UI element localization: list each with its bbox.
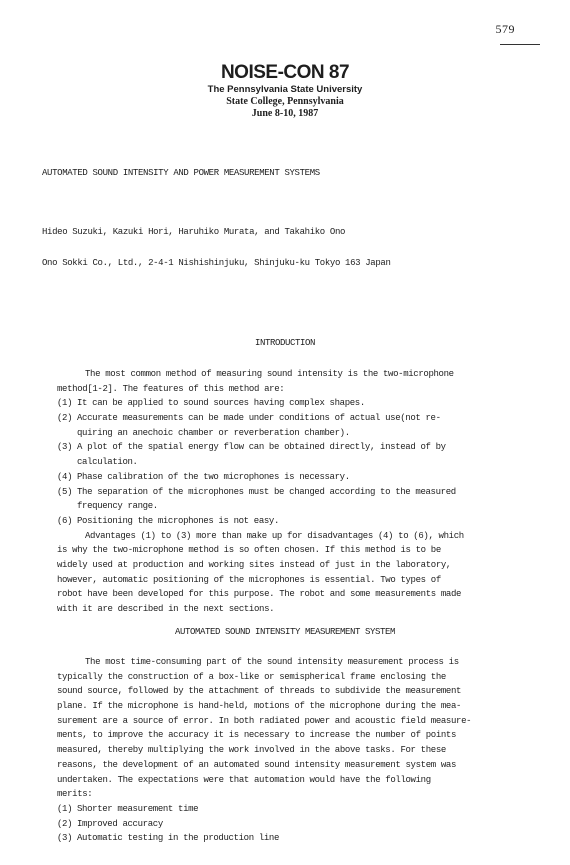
text-line [57,743,512,758]
text-line [57,411,512,426]
text-line [57,499,512,514]
line-text: method[1-2]. The features of this method are: [57,383,285,394]
line-text: reasons, the development of an automated sound intensity measurement system was [57,759,457,770]
text-line [57,728,512,743]
line-text: It can be applied to sound sources having complex shapes. [77,398,365,409]
line-text: surement are a source of error. In both radiated power and acoustic field measure- [57,715,472,726]
line-text: frequency range. [77,501,158,512]
text-line [57,831,512,846]
text-line [57,543,512,558]
list-number: (1) [57,398,73,409]
paper-title: AUTOMATED SOUND INTENSITY AND POWER MEASUREMENT SYSTEMS [42,168,320,178]
text-line [57,558,512,573]
line-text: is why the two-microphone method is so often chosen. If this method is to be [57,545,441,556]
line-text: however, automatic positioning of the microphones is essential. Two types of [57,574,441,585]
line-text: merits: [57,789,93,800]
line-text: widely used at production and working sites instead of just in the laboratory, [57,559,451,570]
text-line [57,684,512,699]
system-heading: AUTOMATED SOUND INTENSITY MEASUREMENT SYSTEM [174,627,396,637]
list-number: (2) [57,818,73,829]
line-text: measured, thereby multiplying the work involved in the above tasks. For these [57,745,446,756]
text-line [57,514,512,529]
paper-affiliation: Ono Sokki Co., Ltd., 2-4-1 Nishishinjuku, Shinjuku-ku Tokyo 163 Japan [42,258,391,268]
line-text: Advantages (1) to (3) more than make up for disadvantages (4) to (6), which [85,530,464,541]
line-text: robot have been developed for this purpose. The robot and some measurements made [57,589,462,600]
paper-authors: Hideo Suzuki, Kazuki Hori, Haruhiko Murata, and Takahiko Ono [42,227,346,237]
line-text: A plot of the spatial energy flow can be obtained directly, instead of by [77,442,446,453]
list-number: (1) [57,803,73,814]
system-body [57,655,512,846]
line-text: The separation of the microphones must be changed according to the measured [77,486,456,497]
text-line [57,529,512,544]
text-line [57,573,512,588]
line-text: Improved accuracy [77,818,163,829]
text-line [57,485,512,500]
conference-name: NOISE-CON 87 [220,62,350,83]
line-text: ments, to improve the accuracy it is necessary to increase the number of points [57,730,457,741]
text-line [57,602,512,617]
line-text: The most common method of measuring sound intensity is the two-microphone [85,369,454,379]
conference-date: June 8-10, 1987 [251,108,319,119]
introduction-body [57,367,512,617]
list-number: (6) [57,515,73,526]
list-number: (3) [57,442,73,453]
line-text: sound source, followed by the attachment of threads to subdivide the measurement [57,686,462,697]
text-line [57,382,512,397]
line-text: plane. If the microphone is hand-held, motions of the microphone during the mea- [57,701,462,712]
text-line [57,367,512,382]
conference-header [0,62,570,120]
text-line [57,426,512,441]
line-text: with it are described in the next sections. [57,604,275,614]
text-line [57,396,512,411]
line-text: The most time-consuming part of the sound intensity measurement process is [85,657,459,667]
text-line [57,440,512,455]
text-line [57,699,512,714]
text-line [57,773,512,788]
list-number: (2) [57,413,73,424]
line-text: Positioning the microphones is not easy. [77,515,280,526]
line-text: Phase calibration of the two microphones is necessary. [77,471,350,482]
line-text: Accurate measurements can be made under conditions of actual use(not re- [77,413,441,424]
line-text: typically the construction of a box-like or semispherical frame enclosing the [57,671,446,682]
line-text: Shorter measurement time [77,803,199,814]
text-line [57,714,512,729]
text-line [57,670,512,685]
text-line [57,655,512,670]
text-line [57,455,512,470]
line-text: Automatic testing in the production line [77,833,280,844]
list-number: (5) [57,486,73,497]
text-line [57,802,512,817]
header-rule [500,44,540,45]
list-number: (3) [57,833,73,844]
text-line [57,817,512,832]
page-number: 579 [495,22,515,36]
text-line [57,787,512,802]
text-line [57,470,512,485]
introduction-heading: INTRODUCTION [254,338,315,348]
text-line [57,758,512,773]
line-text: quiring an anechoic chamber or reverberation chamber). [77,427,350,438]
conference-location: State College, Pennsylvania [226,96,344,107]
list-number: (4) [57,471,73,482]
line-text: calculation. [77,457,138,468]
conference-university: The Pennsylvania State University [207,84,363,95]
text-line [57,587,512,602]
line-text: undertaken. The expectations were that automation would have the following [57,774,431,785]
